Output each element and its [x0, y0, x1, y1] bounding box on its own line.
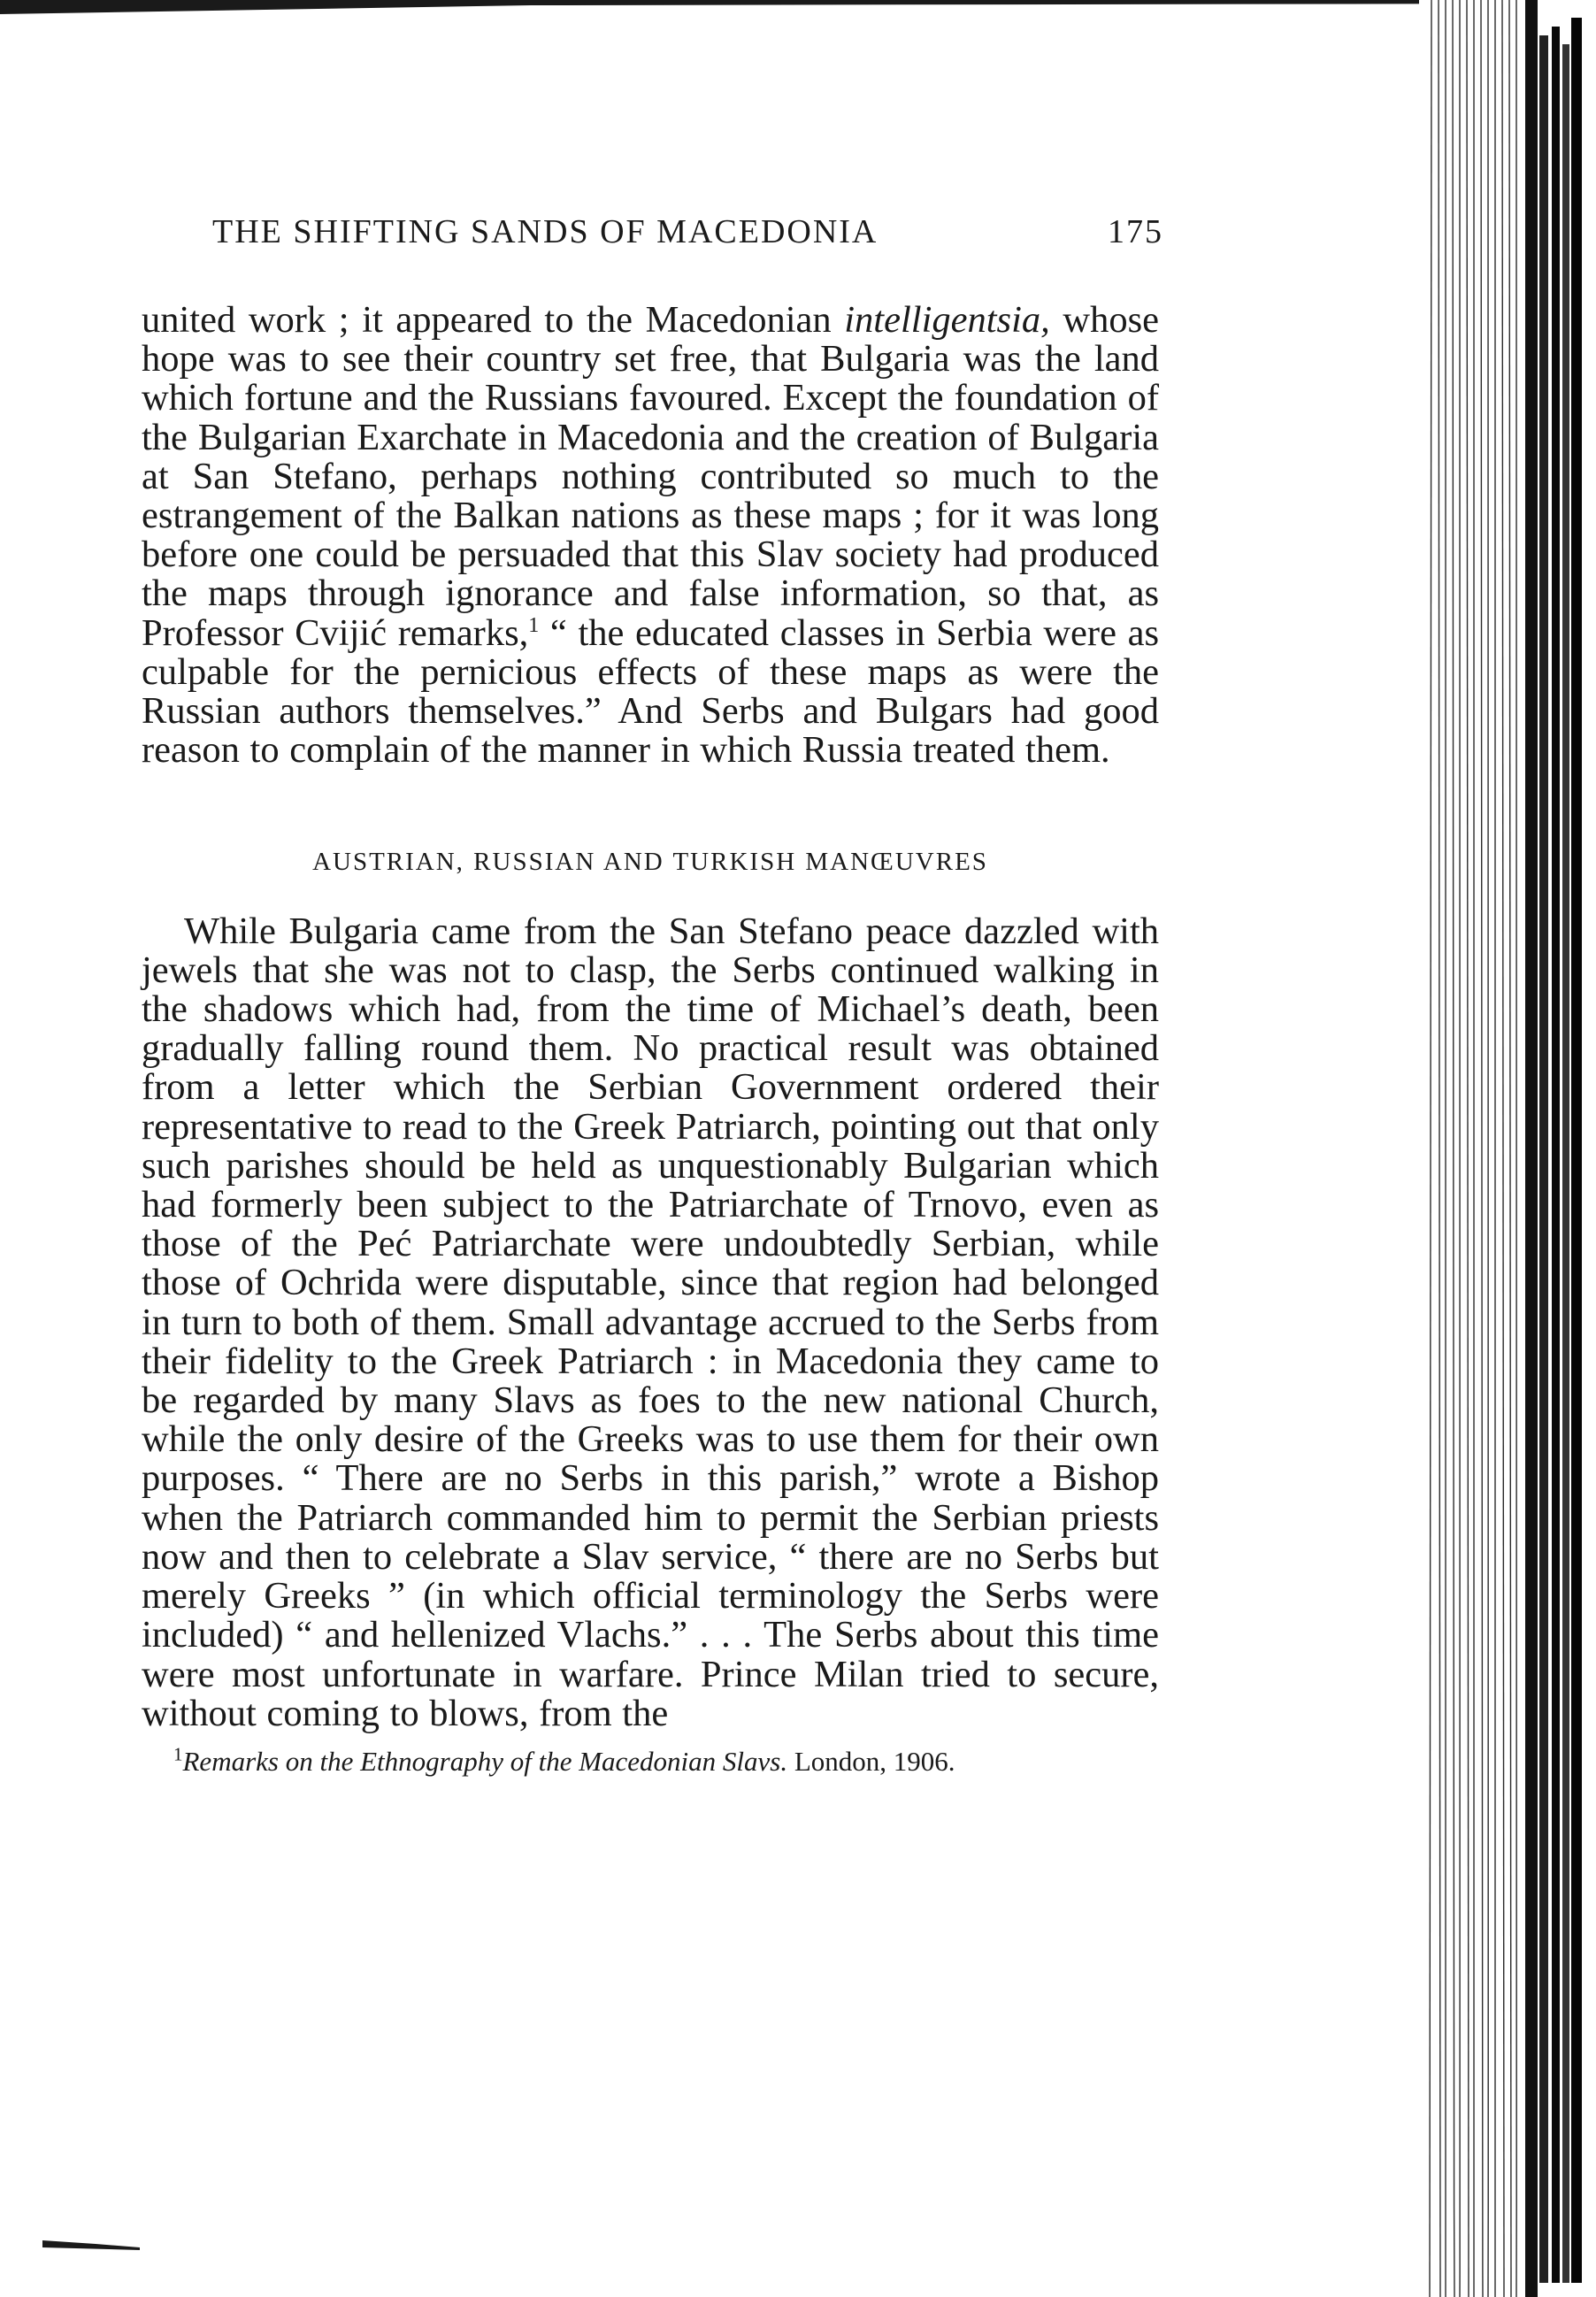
paragraph-1-text-a: united work ; it appeared to the Macedonian: [142, 299, 845, 341]
running-head: [142, 212, 1163, 265]
paragraph-1-text-b: whose hope was to see their country set free, that Bulgaria was the land which fortune and the Russians favoured. Except the foundation of the Bulgarian Exarchate in Macedonia and the creation of Bulgaria at San Stefano, perhaps nothing contributed so much to the estrangement of the Balkan nations as these maps ; for it was long before one could be persuaded that this Slav society had produced the maps through ignorance and false information, so that, as Professor Cvijić remarks,: [142, 299, 1159, 654]
paragraph-1-text-c: “ the educated classes in Serbia were as culpable for the pernicious effects of these maps as were the Russian authors themselves.” And Serbs and Bulgars had good reason to complain of the manner in which Russia treated them.: [142, 611, 1159, 772]
page-number: 175: [1108, 213, 1163, 250]
section-heading: AUSTRIAN, RUSSIAN AND TURKISH MANŒUVRES: [312, 848, 988, 877]
page-fore-edge: [1419, 0, 1596, 2297]
running-title: THE SHIFTING SANDS OF MACEDONIA: [212, 213, 879, 250]
footnote: [173, 1744, 1159, 1779]
scan-top-edge-shadow: [0, 0, 1596, 16]
paragraph-2: While Bulgaria came from the San Stefano peace dazzled with jewels that she was not to clasp, the Serbs continued walking in the shadows which had, from the time of Michael’s death, been gradually falling round them. No practical result was obtained from a letter which the Serbian Government ordered their representative to read to the Greek Patriarch, pointing out that only such parishes should be held as unquestionably Bulgarian which had formerly been subject to the Patriarchate of Trnovo, even as those of the Peć Patriarchate were undoubtedly Serbian, while those of Ochrida were disputable, since that region had belonged in turn to both of them. Small advantage accrued to the Serbs from their fidelity to the Greek Patriarch : in Macedonia they came to be regarded by many Slavs as foes to the new national Church, while the only desire of the Greeks was to use them for their own purposes. “ There are no Serbs in this parish,” wrote a Bishop when the Patriarch commanded him to permit the Serbian priests now and then to celebrate a Slav service, “ there are no Serbs but merely Greeks ” (in which official terminology the Serbs were included) “ and hellenized Vlachs.” . . . The Serbs about this time were most unfortunate in warfare. Prince Milan tried to secure, without coming to blows, from the: [142, 910, 1159, 1734]
paragraph-1-italic-term: intelligentsia,: [844, 299, 1050, 341]
scan-bottom-edge-shadow: [42, 2235, 140, 2253]
footnote-italic-title: Remarks on the Ethnography of the Macedonian Slavs.: [182, 1745, 788, 1777]
paragraph-1: [142, 301, 1159, 770]
footnote-mark: 1: [173, 1743, 183, 1765]
footnotes: [142, 1744, 1159, 1779]
book-page: [142, 212, 1163, 1779]
footnote-text: London, 1906.: [787, 1745, 955, 1777]
body-text: [142, 301, 1159, 1733]
footnote-reference: 1: [528, 613, 540, 637]
